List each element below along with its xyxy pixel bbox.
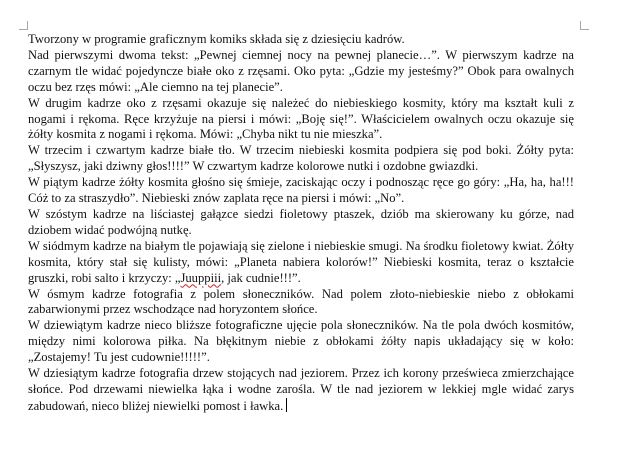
paragraph-7-text: W siódmym kadrze na białym tle pojawiają się zielone i niebieskie smugi. Na środku fioletowy kwiat. Żółty kosmita, który stał się kulisty, mówi: „Planeta nabiera kolorów!” Niebieski kosmita, teraz o kształcie gruszki, robi salto i krzyczy: „ xyxy=(28,238,574,285)
paragraph-8[interactable]: W ósmym kadrze fotografia z polem słoneczników. Nad polem złoto-niebieskie niebo z obłokami zabarwionymi przez wschodzące nad horyzontem słońce. xyxy=(28,286,574,317)
paragraph-9[interactable]: W dziewiątym kadrze nieco bliższe fotograficzne ujęcie pola słoneczników. Na tle pola dwóch kosmitów, między nimi kolorowa piłka. Na błękitnym niebie z obłokami żółty napis układający się w koło: „Zostajemy! Tu jest cudownie!!!!!”. xyxy=(28,318,574,365)
paragraph-7-tail: , jak cudnie!!!”. xyxy=(221,270,301,285)
paragraph-5[interactable]: W piątym kadrze żółty kosmita głośno się śmieje, zaciskając oczy i podnosząc ręce go góry: „Ha, ha, ha!!! Cóż to za straszydło”. Niebieski znów zaplata ręce na piersi i mówi: „No”. xyxy=(28,175,574,206)
paragraph-6[interactable]: W szóstym kadrze na liściastej gałązce siedzi fioletowy ptaszek, dziób ma skierowany ku górze, nad dziobem widać podwójną nutkę. xyxy=(28,206,574,237)
page-corner-mark-top-right xyxy=(580,21,589,30)
text-cursor xyxy=(286,398,287,412)
paragraph-2[interactable]: Nad pierwszymi dwoma tekst: „Pewnej ciemnej nocy na pewnej planecie…”. W pierwszym kadrze na czarnym tle widać pojedyncze białe oko z rzęsami. Oko pyta: „Gdzie my jesteśmy?” Obok para owalnych oczu bez rzęs mówi: „Ale ciemno na tej planecie”. xyxy=(28,47,574,94)
paragraph-1[interactable]: Tworzony w programie graficznym komiks składa się z dziesięciu kadrów. xyxy=(28,32,405,46)
paragraph-4[interactable]: W trzecim i czwartym kadrze białe tło. W trzecim niebieski kosmita podpiera się pod boki. Żółty pyta: „Słyszysz, jaki dziwny głos!!!!” W czwartym kadrze kolorowe nutki i ozdobne gwiazdki. xyxy=(28,143,574,174)
paragraph-3[interactable]: W drugim kadrze oko z rzęsami okazuje się należeć do niebieskiego kosmity, który ma kształt kuli z nogami i rękoma. Ręce krzyżuje na piersi i mówi: „Boję się!”. Właścicielem owalnych oczu okazuje się żółty kosmita z nogami i rękoma. Mówi: „Chyba nikt tu nie mieszka”. xyxy=(28,95,574,142)
page-corner-mark-top-left xyxy=(19,21,28,30)
paragraph-7[interactable] xyxy=(28,239,574,287)
spellcheck-flagged-word[interactable]: Juuppiii xyxy=(180,270,222,285)
paragraph-10-text: W dziesiątym kadrze fotografia drzew stojących nad jeziorem. Przez ich korony prześwieca zmierzchające słońce. Pod drzewami niewielka łąka i wodne zarośla. W tle nad jeziorem w lekkiej mgle widać zarys zabudowań, nieco bliżej niewielki pomost i ławka. xyxy=(28,366,574,413)
document-body[interactable] xyxy=(28,32,574,415)
paragraph-10[interactable] xyxy=(28,366,574,415)
